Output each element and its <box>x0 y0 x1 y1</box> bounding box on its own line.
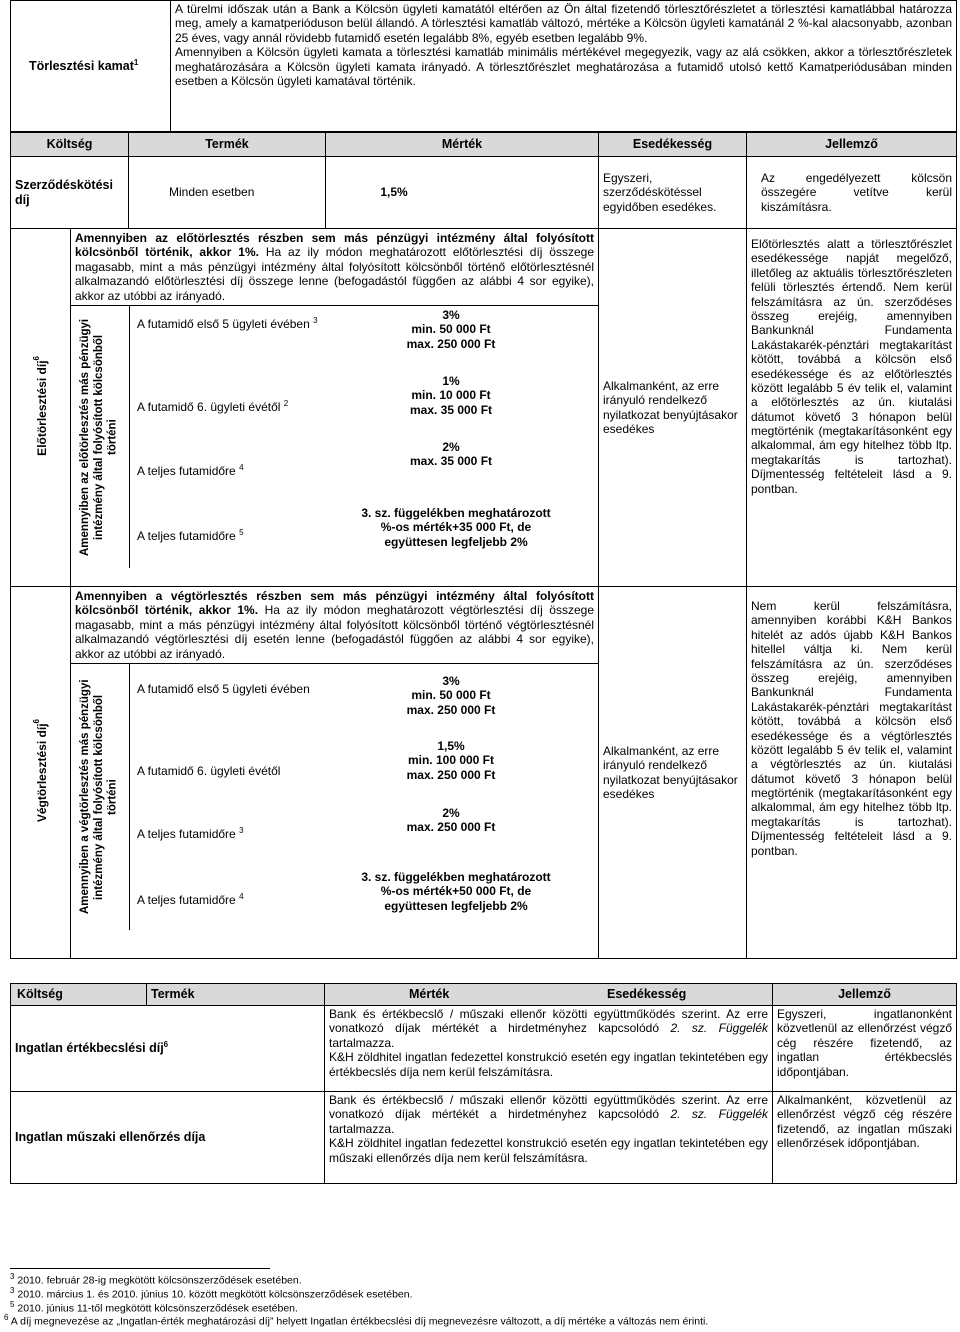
vegtorlesztesi-row-1-product: A futamidő első 5 ügyleti évében <box>137 681 310 696</box>
vegtorlesztesi-sub-label: Amennyiben a végtörlesztés más pénzügyi intézmény által folyósított kölcsönből történi <box>71 664 130 930</box>
header-termek: Termék <box>129 133 326 157</box>
muszaki-ellenorzes-note: Alkalmanként, közvetlenül az ellenőrzést végző cég részére fizetendő, az ingatlan műszaki ellenőrzések időpontjában. <box>773 1092 957 1184</box>
muszaki-ellenorzes-label: Ingatlan műszaki ellenőrzés díja <box>11 1092 325 1184</box>
elotorlesztesi-row-3-product: A teljes futamidőre $^4$ <box>137 462 244 478</box>
footnote-2: $^3$ 2010. március 1. és 2010. június 10. között megkötött kölcsönszerződések esetében. <box>10 1286 413 1301</box>
fee-table <box>10 132 957 959</box>
elotorlesztesi-row-4-product: A teljes futamidőre $^5$ <box>137 527 244 543</box>
header-mertek: Mérték <box>326 133 599 157</box>
elotorlesztesi-row-1-product: A futamidő első 5 ügyleti évében $^3$ <box>137 315 318 331</box>
footnote-4: $^6$ A díj megnevezése az „Ingatlan-érték meghatározási díj” helyett Ingatlan értékbecslési díj megnevezésre változott, a díj mértéke a változás nem érinti. <box>4 1313 709 1328</box>
muszaki-ellenorzes-text: Bank és értékbecslő / műszaki ellenőr közötti együttműködés szerint. Az erre vonatkozó díjak mértékét a hirdetményhez kapcsolódó 2. sz. Függelék tartalmazza. K&H zöldhitel ingatlan fedezettel konstrukció esetén egy ingatlan tekintetében egy műszaki ellenőrzés díja nem kerül felszámításra. <box>325 1092 773 1184</box>
vegtorlesztesi-row-2-rate: 1,5% min. 100 000 Ft max. 250 000 Ft <box>406 738 496 782</box>
vegtorlesztesi-intro: Amennyiben a végtörlesztés részben sem más pénzügyi intézmény által folyósított kölcsönből történik, akkor 1%. Ha az ily módon meghatározott végtörlesztési díj összege magasabb, mint a más pénzügyi intézmény által folyósított kölcsönből történő végtörlesztésnél alkalmazandó végtörlesztési díj esetén lenne (befogadástól függően az alábbi 4 sor egyike), akkor az utóbbi az irányadó. <box>71 587 598 664</box>
vegtorlesztesi-row-2-product: A futamidő 6. ügyleti évétől <box>137 763 281 778</box>
header-esedekesseg: Esedékesség <box>599 133 747 157</box>
footnote-1: $^3$ 2010. február 28-ig megkötött kölcsönszerződések esetében. <box>10 1272 302 1287</box>
elotorlesztesi-due: Alkalmanként, az erre irányuló rendelkező nyilatkozat benyújtásakor esedékes <box>599 229 747 587</box>
header2-mertek-text: Mérték <box>409 987 450 1001</box>
torlesztesi-kamat-label: Törlesztési kamat$^1$ <box>11 1 171 132</box>
torlesztesi-kamat-paragraph-1: A türelmi időszak után a Bank a Kölcsön ügyleti kamatától eltérően az Ön által fizetendő törlesztőrészletet a törlesztési kamatlábbal határozza meg, amely a kamatperióduson belül állandó. A törlesztési kamatláb változó, mértéke a Kölcsön ügyleti kamatánál 2 %-kal alacsonyabb, azonban 25 éves, vagy annál rövidebb futamidő esetén legalább 8%, egyéb esetben legalább 9%. <box>175 2 952 45</box>
szerzodeskotesi-product: Minden esetben <box>129 157 326 229</box>
elotorlesztesi-dij-label: Előtörlesztési díj$^6$ <box>11 229 71 587</box>
elotorlesztesi-intro: Amennyiben az előtörlesztés részben sem más pénzügyi intézmény által folyósított kölcsönből történik, akkor 1%. Ha az ily módon meghatározott előtörlesztési díj összege magasabb, mint a más pénzügyi intézmény által folyósított kölcsönből történő előtörlesztésnél alkalmazandó előtörlesztési díj összege lenne (befogadástól függően az alábbi 4 sor egyike), akkor az utóbbi az irányadó. <box>71 229 598 306</box>
header2-mertek <box>325 984 773 1006</box>
szerzodeskotesi-rate: 1,5% <box>326 157 599 229</box>
elotorlesztesi-detail <box>71 229 599 587</box>
elotorlesztesi-row-4-rate: 3. sz. függelékben meghatározott %-os mérték+35 000 Ft, de együttesen legfeljebb 2% <box>361 505 551 549</box>
elotorlesztesi-row-1-rate: 3% min. 50 000 Ft max. 250 000 Ft <box>406 307 496 351</box>
header2-koltseg: Költség <box>11 984 147 1006</box>
header2-esedekesseg: Esedékesség <box>607 987 687 1001</box>
vegtorlesztesi-row-1-rate: 3% min. 50 000 Ft max. 250 000 Ft <box>406 673 496 717</box>
header2-jellemzo: Jellemző <box>773 984 957 1006</box>
torlesztesi-kamat-text <box>171 1 957 132</box>
elotorlesztesi-row-3-rate: 2% max. 35 000 Ft <box>409 439 493 469</box>
ertekbecslesi-text: Bank és értékbecslő / műszaki ellenőr közötti együttműködés szerint. Az erre vonatkozó díjak mértékét a hirdetményhez kapcsolódó 2. sz. Függelék tartalmazza. K&H zöldhitel ingatlan fedezettel konstrukció esetén egy ingatlan tekintetében egy értékbecslés díja nem kerül felszámításra. <box>325 1006 773 1092</box>
elotorlesztesi-row-2-product: A futamidő 6. ügyleti évétől $^2$ <box>137 398 289 414</box>
header-koltseg: Költség <box>11 133 129 157</box>
elotorlesztesi-row-2-rate: 1% min. 10 000 Ft max. 35 000 Ft <box>409 373 493 417</box>
szerzodeskotesi-note: Az engedélyezett kölcsön összegére vetítve kerül kiszámításra. <box>747 157 957 229</box>
footnote-3: $^5$ 2010. június 11-től megkötött kölcsönszerződések esetében. <box>10 1300 298 1315</box>
vegtorlesztesi-row-4-rate: 3. sz. függelékben meghatározott %-os mérték+50 000 Ft, de együttesen legfeljebb 2% <box>361 869 551 913</box>
header2-termek: Termék <box>147 984 325 1006</box>
vegtorlesztesi-row-4-product: A teljes futamidőre $^4$ <box>137 891 244 907</box>
header-jellemzo: Jellemző <box>747 133 957 157</box>
szerzodeskotesi-due: Egyszeri, szerződéskötéssel egyidőben esedékes. <box>599 157 747 229</box>
vegtorlesztesi-dij-label: Végtörlesztési díj$^6$ <box>11 587 71 959</box>
ertekbecslesi-note: Egyszeri, ingatlanonként közvetlenül az ellenőrzést végző cég részére fizetendő, az ingatlan értékbecslés időpontjában. <box>773 1006 957 1092</box>
vegtorlesztesi-detail <box>71 587 599 959</box>
szerzodeskotesi-dij-label: Szerződéskötési díj <box>11 157 129 229</box>
elotorlesztesi-note: Előtörlesztés alatt a törlesztőrészlet esedékessége napját megelőző, illetőleg az aktuális törlesztőrészleten felüli törlesztés értendő. Nem kerül felszámításra az ún. szerződéses összeg erejéig, amennyiben Bankunknál Fundamenta Lakástakarék-pénztári megtakarítást kötött, továbbá a kölcsön első esedékessége és az előtörlesztés között legalább 5 év telik el, valamint a előtörlesztés az ún. kiutalási dátumot követő 3 hónapon belül megtörténik (megtakarításonként egy alkalommal, ám egy hitelhez több ltp. megtakarítás is tartozhat). Díjmentesség feltételeit lásd a 9. pontban. <box>747 229 957 587</box>
footnote-separator <box>10 1268 270 1269</box>
vegtorlesztesi-row-3-product: A teljes futamidőre $^3$ <box>137 825 244 841</box>
vegtorlesztesi-due: Alkalmanként, az erre irányuló rendelkező nyilatkozat benyújtásakor esedékes <box>599 587 747 959</box>
ingatlan-fee-table <box>10 983 957 1184</box>
elotorlesztesi-sub-label: Amennyiben az előtörlesztés más pénzügyi intézmény által folyósított kölcsönből történi <box>71 306 130 568</box>
vegtorlesztesi-note: Nem kerül felszámításra, amennyiben korábbi K&H Bankos hitelét az adós újabb K&H Bankos hitellel váltja ki. Nem kerül felszámításra az ún. szerződéses összeg erejéig, amennyiben Bankunknál Fundamenta Lakástakarék-pénztári megtakarítást kötött, továbbá a kölcsön első esedékessége és a végtörlesztés között legalább 5 év telik el, valamint a végtörlesztés az ún. kiutalási dátumot követő 3 hónapon belül megtörténik (megtakarításonként egy alkalommal, ám egy hitelhez több ltp. megtakarítás is tartozhat). Díjmentesség feltételeit lásd a 9. pontban. <box>747 587 957 959</box>
torlesztesi-kamat-paragraph-2: Amennyiben a Kölcsön ügyleti kamata a törlesztési kamatláb minimális mértékével megegyezik, vagy az alá csökken, akkor a törlesztőrészletek meghatározására a Kölcsön ügyleti kamata irányadó. A törlesztőrészlet meghatározása a futamidő utolsó kettő Kamatperiódusában minden esetben a Kölcsön ügyleti kamatával történik. <box>175 45 952 88</box>
vegtorlesztesi-row-3-rate: 2% max. 250 000 Ft <box>406 805 496 835</box>
torlesztesi-kamat-table <box>10 0 957 132</box>
ertekbecslesi-dij-label: Ingatlan értékbecslési díj$^6$ <box>11 1006 325 1092</box>
